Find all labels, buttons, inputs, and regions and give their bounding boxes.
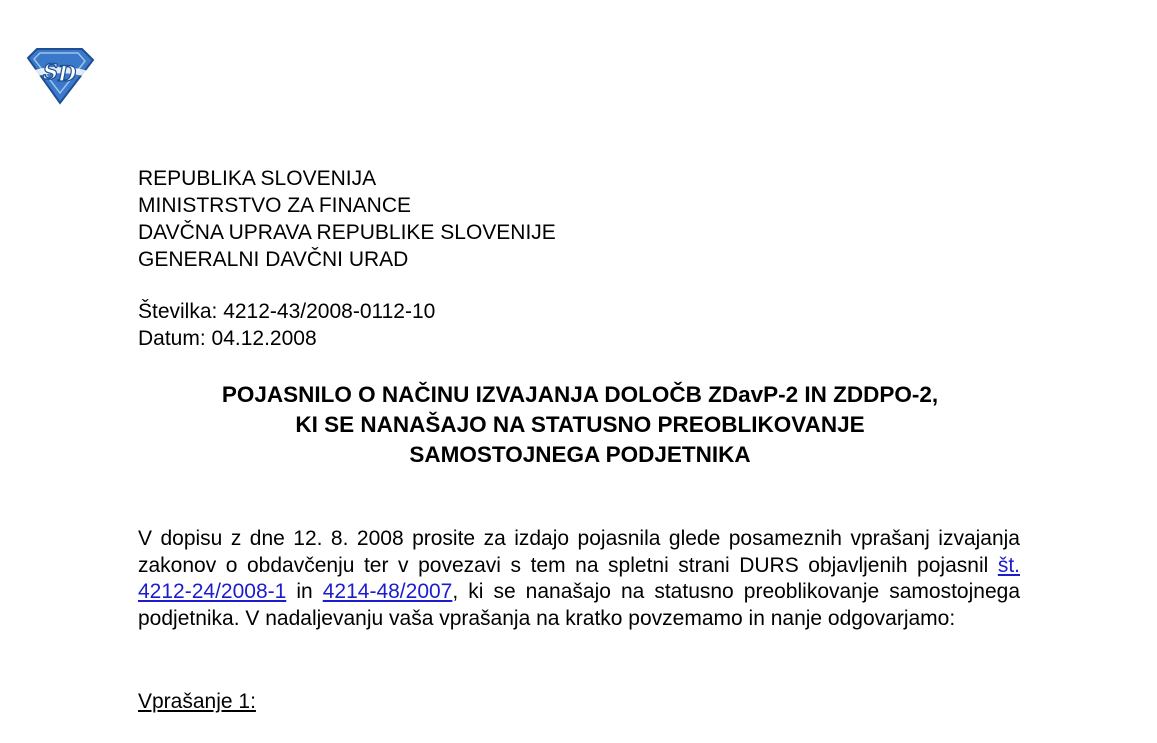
- question-1-heading: Vprašanje 1:: [138, 690, 256, 713]
- intro-text-after: , ki se nanašajo na statusno preoblikovanje samostojnega podjetnika. V nadaljevanju vaša vprašanja na kratko povzemamo in nanje odgovarjamo:: [138, 580, 1020, 631]
- intro-text-between: in: [286, 580, 323, 604]
- intro-text-before: V dopisu z dne 12. 8. 2008 prosite za izdajo pojasnila glede posameznih vprašanj izvajanja zakonov o obdavčenju ter v povezavi s tem na spletni strani DURS objavljenih pojasnil: [138, 527, 1020, 577]
- header-line-tax-administration: DAVČNA UPRAVA REPUBLIKE SLOVENIJE: [138, 221, 556, 244]
- link-explanation-4212[interactable]: št. 4212-24/2008-1: [138, 553, 1020, 604]
- title-line-2: KI SE NANAŠAJO NA STATUSNO PREOBLIKOVANJE: [295, 412, 865, 437]
- svg-text:D: D: [58, 61, 77, 86]
- title-line-1: POJASNILO O NAČINU IZVAJANJA DOLOČB ZDavP-2 IN ZDDPO-2,: [221, 382, 939, 407]
- header-line-tax-office: GENERALNI DAVČNI URAD: [138, 248, 409, 271]
- intro-paragraph: [138, 526, 1020, 633]
- header-line-country: REPUBLIKA SLOVENIJA: [138, 167, 377, 190]
- document-meta: [138, 298, 435, 352]
- svg-text:S: S: [43, 59, 59, 84]
- durs-logo-icon: [22, 47, 96, 105]
- title-line-3: SAMOSTOJNEGA PODJETNIKA: [409, 442, 751, 467]
- document-number: Številka: 4212-43/2008-0112-10: [138, 300, 436, 323]
- header-line-ministry: MINISTRSTVO ZA FINANCE: [138, 194, 412, 217]
- document-title: [120, 380, 1040, 470]
- document-date: Datum: 04.12.2008: [138, 327, 317, 350]
- link-explanation-4214[interactable]: 4214-48/2007: [322, 580, 453, 604]
- institution-header: [138, 165, 556, 273]
